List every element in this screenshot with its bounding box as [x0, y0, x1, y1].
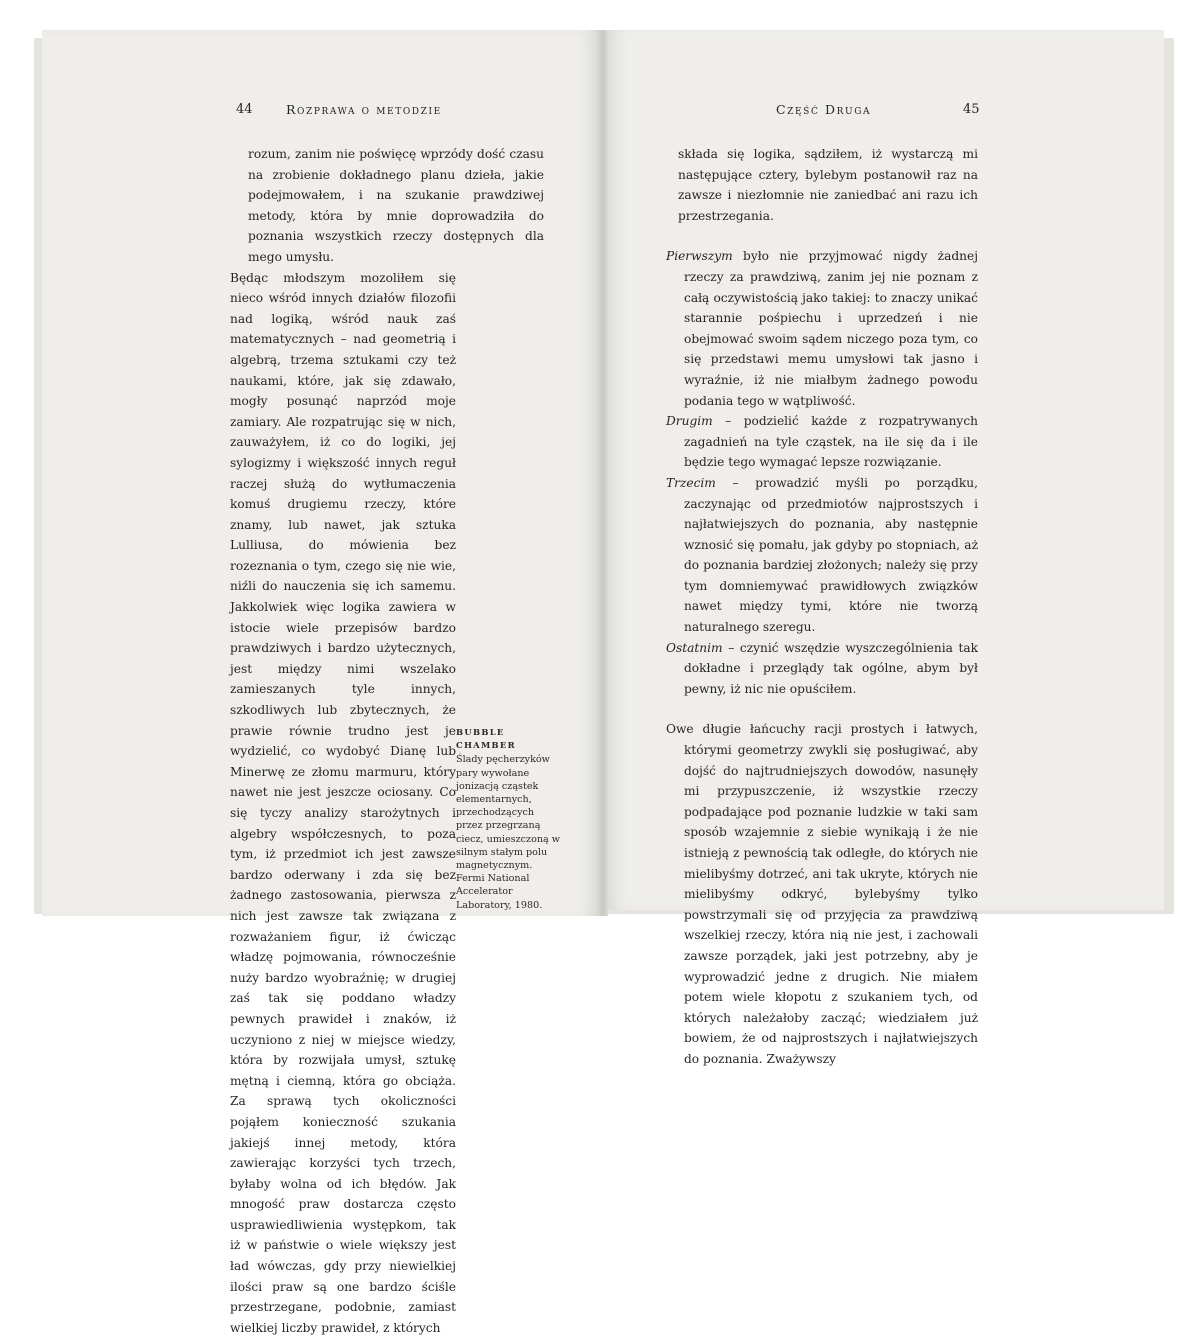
caption-title: BUBBLE CHAMBER: [456, 727, 516, 751]
caption-text: Ślady pęcherzyków pary wywołane jonizacją cząstek elementarnych, przechodzących przez przegrzaną ciecz, umieszczoną w silnym stałym polu magnetycznym. Fermi National Accelerator Laboratory, 1980.: [456, 754, 561, 911]
rule-first-text: było nie przyjmować nigdy żadnej rzeczy za prawdziwą, zanim jej nie poznam z całą oczywistością jako takiej: to znaczy unikać starannie pośpiechu i uprzedzeń i nie obejmować swoim sądem niczego poza tym, co się przedstawi memu umysłowi tak jasno i wyraźnie, iż nie miałbym żadnego powodu podania tego w wątpliwość.: [684, 249, 978, 408]
rule-first-label: Pierwszym: [666, 249, 733, 264]
rule-first: [666, 246, 978, 411]
rule-second: [666, 411, 978, 473]
rule-second-text: – podzielić każde z rozpatrywanych zagadnień na tyle cząstek, na ile się da i ile będzie tego wymagać lepsze rozwiązanie.: [684, 414, 978, 470]
book-gutter: [598, 30, 608, 916]
rule-third-label: Trzecim: [666, 475, 716, 490]
right-page-number: 45: [963, 102, 980, 117]
rule-fourth: [666, 638, 978, 700]
rule-fourth-text: – czynić wszędzie wyszczególnienia tak dokładne i przeglądy tak ogólne, abym był pewny, iż nic nie opuściłem.: [684, 640, 978, 696]
left-continuation: rozum, zanim nie poświęcę wprzódy dość czasu na zrobienie dokładnego planu dzieła, jakie podejmowałem, i na szukanie prawdziwej metody, która by mnie doprowadziła do poznania wszystkich rzeczy dostępnych dla mego umysłu.: [248, 147, 544, 264]
rule-third: [666, 473, 978, 638]
left-paragraph: Będąc młodszym mozoliłem się nieco wśród innych działów filozofii nad logiką, wśród nauk zaś matematycznych – nad geometrią i algebrą, trzema sztukami czy też naukami, które, jak się zdawało, mogły posunąć naprzód moje zamiary. Ale rozpatrując się w nich, zauważyłem, iż co do logiki, jej sylogizmy i większość innych reguł raczej służą do wytłumaczenia komuś drugiemu rzeczy, które znamy, lub nawet, jak sztuka Lulliusa, do mówienia bez rozeznania o tym, czego się nie wie, niźli do nauczenia się ich samemu. Jakkolwiek więc logika zawiera w istocie wiele przepisów bardzo prawdziwych i bardzo użytecznych, jest między nimi wszelako zamieszanych tyle innych, szkodliwych lub zbytecznych, że prawie równie trudno jest je wydzielić, co wydobyć Dianę lub Minerwę ze złomu marmuru, który nawet nie jest jeszcze ociosany. Co się tyczy analizy starożytnych i algebry współczesnych, to poza tym, iż przedmiot ich jest zawsze bardzo oderwany i zda się bez żadnego zastosowania, pierwsza z nich jest zawsze tak związana z rozważaniem figur, iż ćwicząc władzę pojmowania, równocześnie nuży bardzo wyobraźnię; w drugiej zaś tak się poddano władzy pewnych prawideł i znaków, iż uczyniono z niej w miejsce wiedzy, która by rozwijała umysł, sztukę mętną i ciemną, która go obciąża. Za sprawą tych okoliczności pojąłem konieczność szukania jakiejś innej metody, która zawierając korzyści tych trzech, byłaby wolna od ich błędów. Jak mnogość praw dostarcza często usprawiedliwienia występkom, tak iż w państwie o wiele większy jest ład wówczas, gdy przy niewielkiej ilości praw są one bardzo ściśle przestrzegane, podobnie, zamiast wielkiej liczby prawideł, z których: [230, 270, 456, 1335]
rule-third-text: – prowadzić myśli po porządku, zaczynając od przedmiotów najprostszych i najłatwiejszych do poznania, aby następnie wznosić się pomału, jak gdyby po stopniach, aż do poznania bardziej złożonych; należy się przy tym domniemywać prawidłowych związków nawet między tymi, które nie tworzą naturalnego szeregu.: [684, 475, 978, 635]
left-running-head: Rozprawa o metodzie: [286, 102, 442, 117]
rule-fourth-label: Ostatnim: [666, 640, 723, 655]
right-page-text: [666, 144, 978, 1070]
right-intro: składa się logika, sądziłem, iż wystarczą mi następujące cztery, bylebym postanowił raz na zawsze i niezłomnie nie zaniedbać ani razu ich przestrzegania.: [678, 147, 978, 223]
rule-second-label: Drugim: [666, 414, 713, 429]
right-closing-paragraph: Owe długie łańcuchy racji prostych i łatwych, którymi geometrzy zwykli się posługiwać, aby dojść do najtrudniejszych dowodów, nasunęły mi przypuszczenie, iż wszystkie rzeczy podpadające pod poznanie ludzkie w taki sam sposób wzajemnie z siebie wynikają i że nie istnieją z pewnością tak odległe, do których nie mielibyśmy dotrzeć, ani tak ukryte, których nie mielibyśmy odkryć, bylebyśmy tylko powstrzymali się od przyjęcia za prawdziwą wszelkiej rzeczy, która nią nie jest, i zachowali zawsze porządek, jaki jest potrzebny, aby je wyprowadzić jedne z drugich. Nie miałem potem wiele kłopotu z szukaniem tych, od których należałoby zacząć; wiedziałem już bowiem, że od najprostszych i najłatwiejszych do poznania. Zważywszy: [666, 722, 978, 1066]
right-running-head: Część Druga: [776, 102, 872, 117]
figure-caption: [456, 726, 562, 912]
left-page-number: 44: [236, 102, 253, 117]
